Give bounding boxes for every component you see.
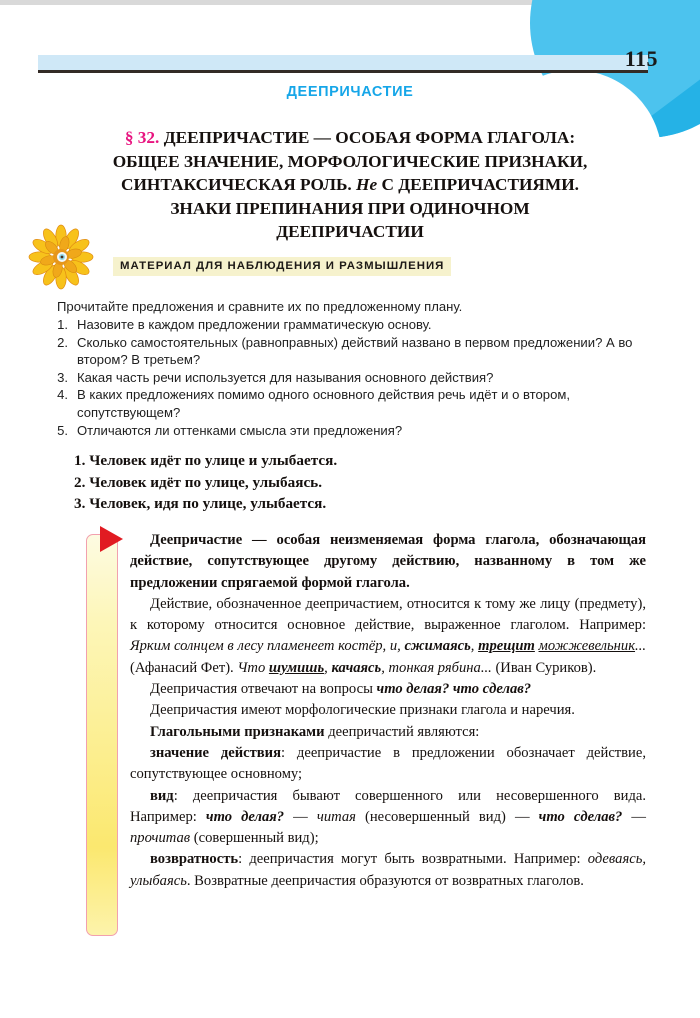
rule-aspect-example-1: читая <box>316 808 356 825</box>
section-title-ne: Не <box>356 175 378 194</box>
rule-paragraph-8 <box>130 849 646 892</box>
list-item-text: Какая часть речи используется для называния основного действия? <box>77 369 494 385</box>
rule-example-1-word1: сжимаясь <box>404 638 471 655</box>
rule-example-2-tail: , тонкая рябина... <box>381 659 492 676</box>
section-title-line-3a: СИНТАКСИЧЕСКАЯ РОЛЬ. <box>121 175 352 194</box>
red-arrow-icon <box>100 526 123 552</box>
list-item <box>45 422 650 440</box>
list-item-number: 4. <box>57 387 68 403</box>
rule-paragraph-6 <box>130 743 646 786</box>
rule-example-2-comma: , <box>324 659 328 676</box>
rule-source-2: (Иван Суриков). <box>495 659 597 676</box>
rule-aspect-tail-1: (несовершенный вид) — <box>355 808 539 825</box>
rule-verbal-features-label: Глагольными признаками <box>150 723 325 740</box>
rule-definition-1: — особая неизменяемая форма глагола, обозначающая действие, сопутствующее другому действию, названному в том же предложении спрягаемой формой глагола. <box>130 532 646 591</box>
list-item-text: Назовите в каждом предложении грамматическую основу. <box>77 317 432 332</box>
rule-verbal-features-rest: деепричастий являются: <box>324 723 480 740</box>
rule-aspect-question-1: что делая? <box>205 808 285 825</box>
list-item-number: 3. <box>57 369 68 385</box>
rule-paragraph-1 <box>130 530 646 594</box>
rule-aspect-tail-2: (совершенный вид); <box>190 830 319 847</box>
rule-feature-meaning-text: : деепричастие в предложении обозначает действие, сопутствующее основному; <box>130 744 646 783</box>
rule-paragraph-5 <box>130 722 646 743</box>
header-blue-band <box>38 55 648 70</box>
example-sentence: 1. Человек идёт по улице и улыбается. <box>74 452 338 469</box>
section-title-line-2: ОБЩЕЕ ЗНАЧЕНИЕ, МОРФОЛОГИЧЕСКИЕ ПРИЗНАКИ, <box>112 151 588 171</box>
list-item-number: 2. <box>57 334 68 350</box>
rule-reflexive-examples: одеваясь, улыбаясь <box>130 851 646 889</box>
rule-term-deeprichastie: Деепричастие <box>150 532 243 548</box>
rule-feature-aspect-text: : деепричастия бывают совершенного или несовершенного вида. Например: <box>130 787 646 825</box>
chapter-label: ДЕЕПРИЧАСТИЕ <box>286 84 414 100</box>
list-item-number: 1. <box>57 317 68 332</box>
section-title <box>52 126 648 244</box>
list-item-text: Отличаются ли оттенками смысла эти предложения? <box>77 422 403 438</box>
page-number: 115 <box>624 46 658 71</box>
rule-paragraph-7 <box>130 786 646 850</box>
rule-definition-2: Действие, обозначенное деепричастием, относится к тому же лицу (предмету), к которому относится основное действие, выраженное глаголом. Например: <box>130 595 646 634</box>
task-intro: Прочитайте предложения и сравните их по предложенному плану. <box>57 299 463 314</box>
list-item-number: 5. <box>57 422 68 438</box>
yellow-sidebar <box>86 534 118 936</box>
flower-icon <box>27 224 95 290</box>
rule-source-1: (Афанасий Фет). <box>130 659 234 676</box>
rule-paragraph-2 <box>130 594 646 679</box>
rule-questions-lead: Деепричастия отвечают на вопросы <box>150 681 377 698</box>
list-item-text: В каких предложениях помимо одного основного действия речь идёт и о втором, сопутствующем? <box>77 387 571 420</box>
list-item <box>45 386 650 421</box>
rule-paragraph-4: Деепричастия имеют морфологические признаки глагола и наречия. <box>150 702 575 719</box>
rule-example-1-word3: можжевельник <box>538 638 636 655</box>
header-horizontal-rule <box>38 70 648 73</box>
rule-text <box>130 530 646 892</box>
example-sentences <box>74 450 634 515</box>
rule-example-2-word2: качаясь <box>331 659 382 676</box>
example-sentence: 2. Человек идёт по улице, улыбаясь. <box>74 473 323 491</box>
rule-example-2-word1: шумишь <box>268 659 325 676</box>
example-sentence: 3. Человек, идя по улице, улыбается. <box>74 495 327 512</box>
section-number: § 32. <box>124 128 160 147</box>
rule-example-1: Ярким солнцем в лесу пламенеет костёр, и, <box>130 638 401 655</box>
section-title-line-1: ДЕЕПРИЧАСТИЕ — ОСОБАЯ ФОРМА ГЛАГОЛА: <box>163 128 576 147</box>
rule-aspect-question-2: что сделав? <box>538 808 623 825</box>
rule-feature-aspect-label: вид <box>150 787 174 804</box>
list-item <box>45 316 650 334</box>
rule-feature-meaning-label: значение действия <box>150 744 281 761</box>
list-item <box>45 369 650 387</box>
task-question-list <box>45 316 650 439</box>
rule-feature-reflexive-text: : деепричастия могут быть возвратными. Например: <box>238 851 588 868</box>
rule-example-1-word2: трещит <box>478 638 535 655</box>
observation-banner: МАТЕРИАЛ ДЛЯ НАБЛЮДЕНИЯ И РАЗМЫШЛЕНИЯ <box>113 257 451 276</box>
rule-questions-values: что делая? что сделав? <box>376 681 532 698</box>
rule-aspect-dash-1: — <box>284 808 317 825</box>
list-item-text: Сколько самостоятельных (равноправных) действий названо в первом предложении? А во втором? В третьем? <box>77 334 633 368</box>
section-title-line-5: ДЕЕПРИЧАСТИИ <box>276 222 424 241</box>
rule-paragraph-3 <box>130 679 646 700</box>
section-title-line-4: ЗНАКИ ПРЕПИНАНИЯ ПРИ ОДИНОЧНОМ <box>170 198 530 218</box>
rule-aspect-dash-2: — <box>622 808 646 825</box>
list-item <box>45 334 650 369</box>
section-title-line-3b: С ДЕЕПРИЧАСТИЯМИ. <box>381 175 579 194</box>
rule-example-1-comma: , <box>470 638 475 655</box>
rule-reflexive-tail: . Возвратные деепричастия образуются от возвратных глаголов. <box>186 872 584 889</box>
rule-aspect-example-2: прочитав <box>130 830 191 847</box>
rule-feature-reflexive-label: возвратность <box>150 851 239 868</box>
rule-example-1-ellipsis: ... <box>635 638 646 655</box>
rule-example-2-chto: Что <box>237 659 266 676</box>
